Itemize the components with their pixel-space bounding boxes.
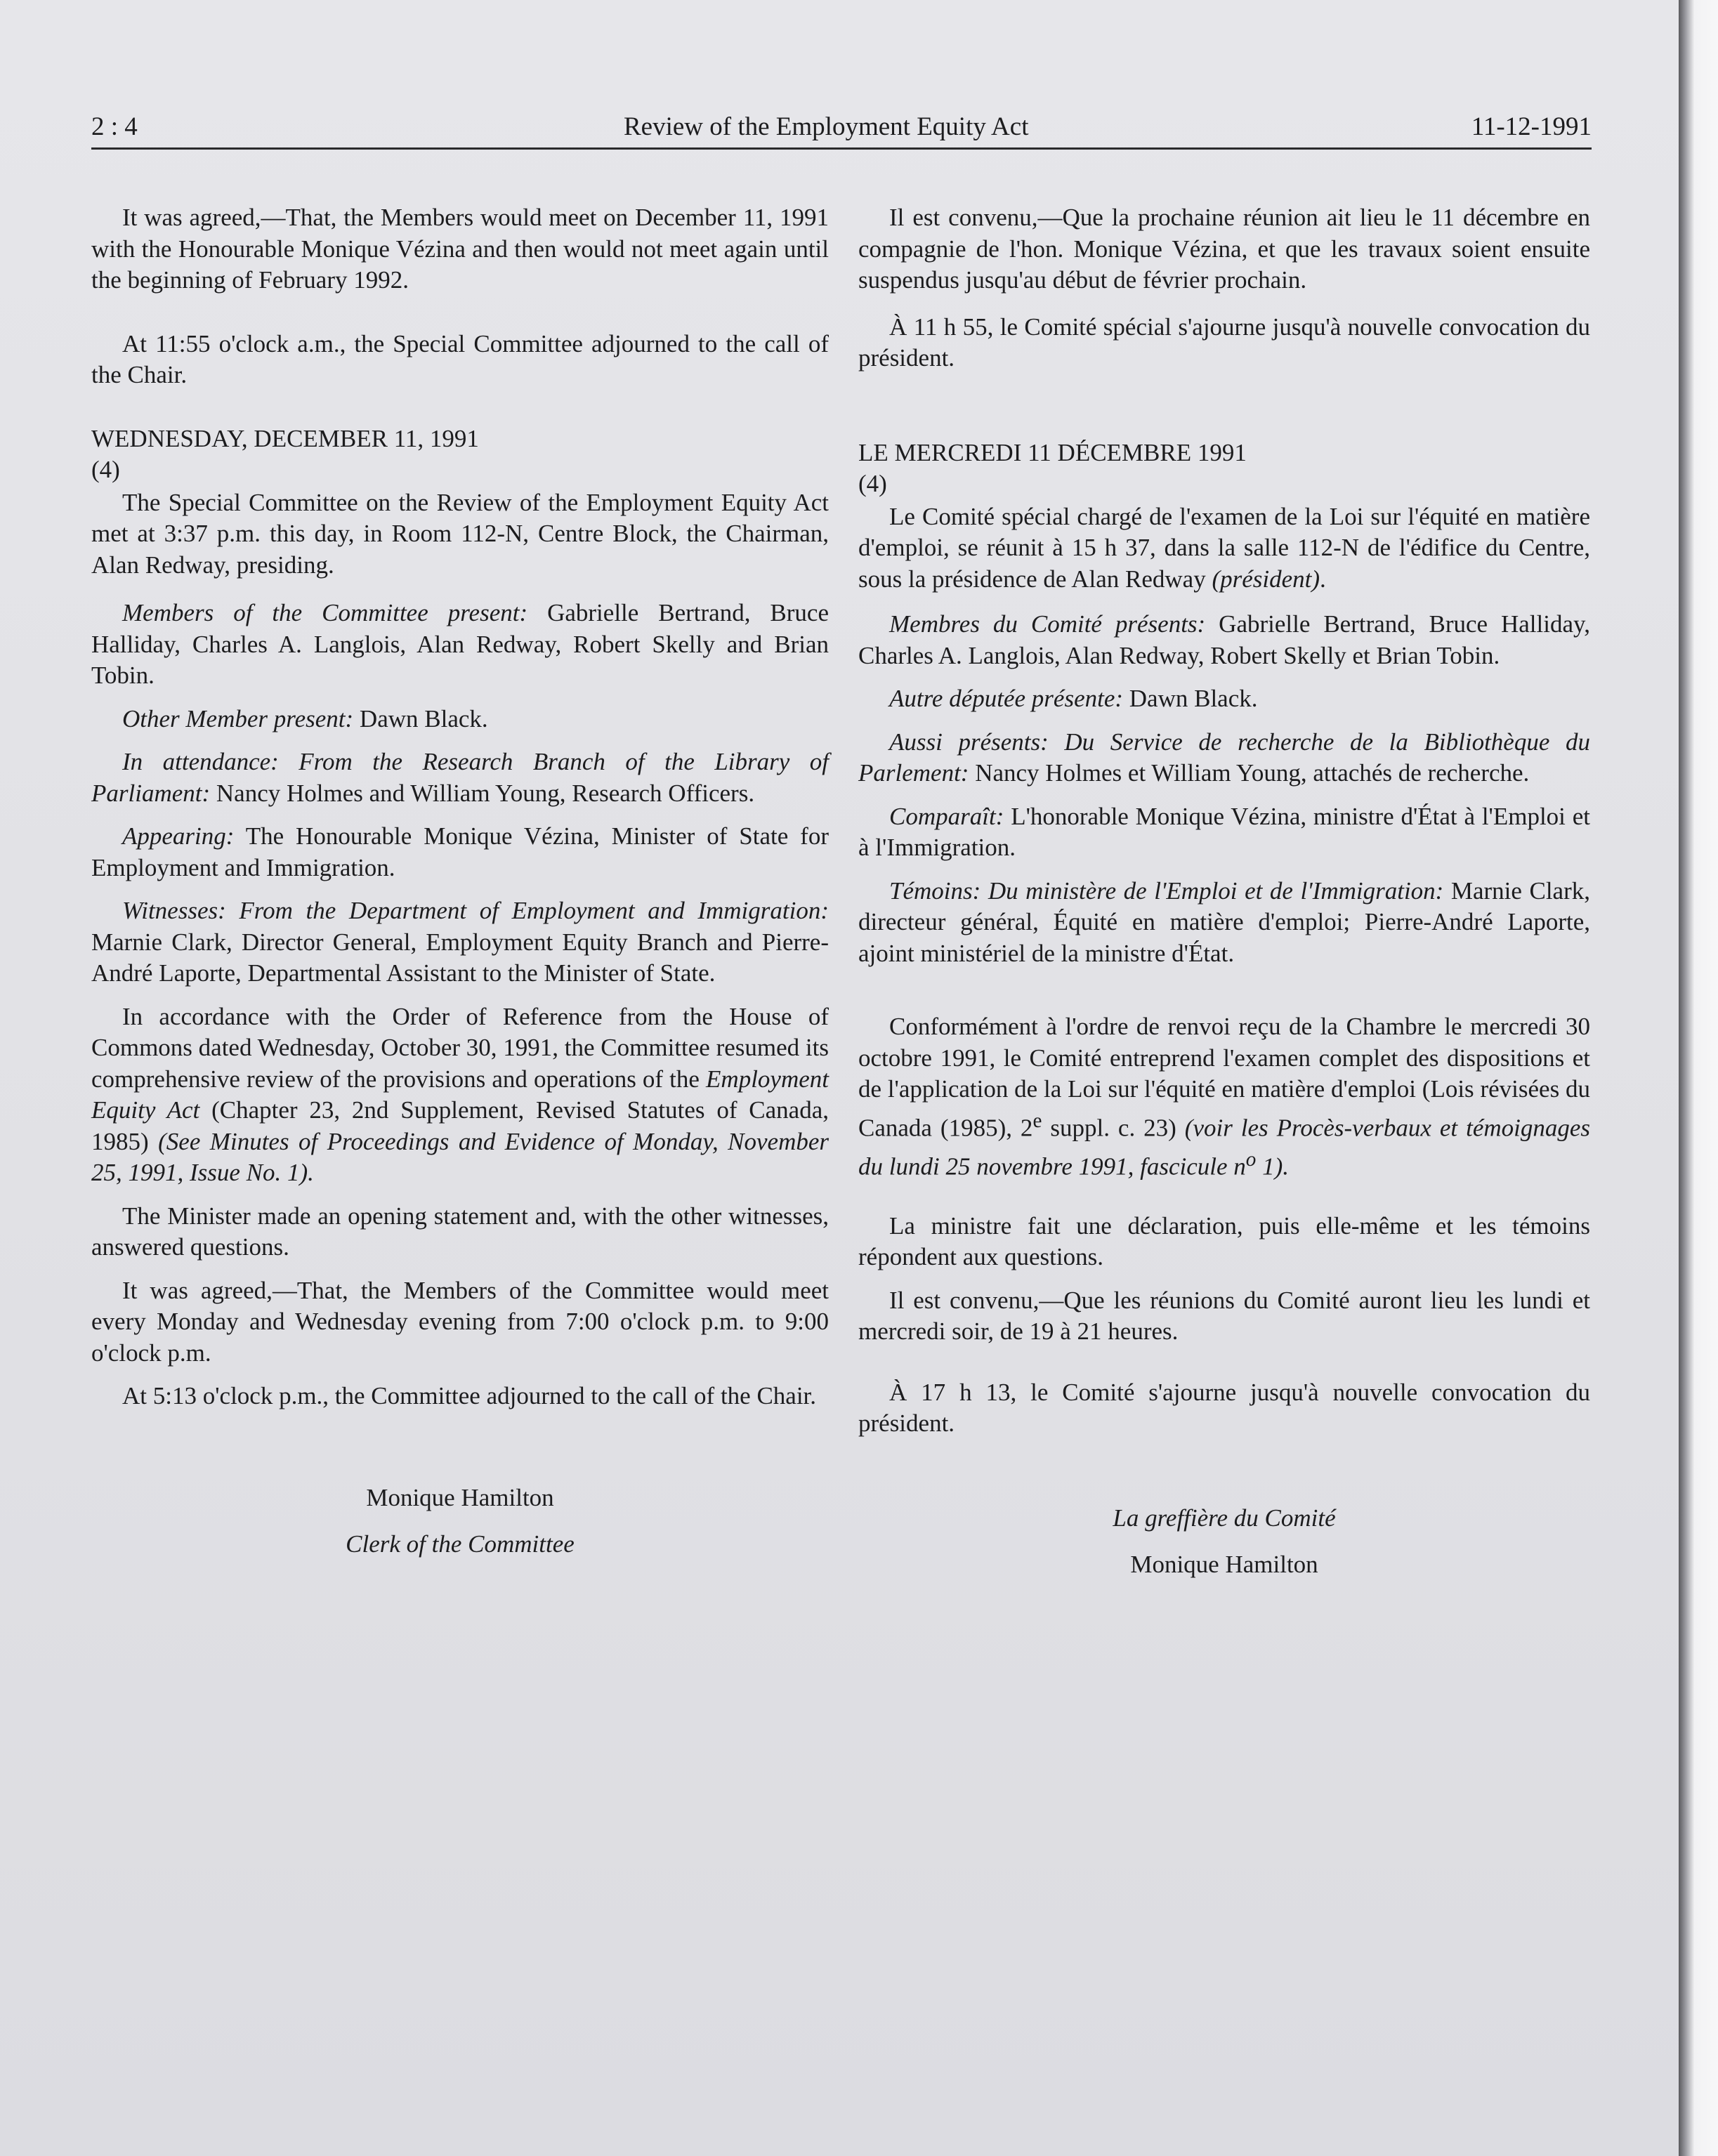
- fr-agreed-meet: Il est convenu,—Que les réunions du Comité auront lieu les lundi et mercredi soir, de 19 à 21 heures.: [858, 1286, 1590, 1346]
- en-appearing-text: The Honourable Monique Vézina, Minister of State for Employment and Immigration.: [91, 822, 829, 881]
- en-members-text: Gabrielle Bertrand, Bruce Halliday, Charles A. Langlois, Alan Redway, Robert Skelly and Brian Tobin.: [91, 599, 829, 689]
- en-other-label: Other Member present:: [122, 704, 354, 732]
- fr-attendance-text: Nancy Holmes et William Young, attachés de recherche.: [975, 759, 1530, 787]
- fr-order-see-end: 1).: [1262, 1152, 1290, 1181]
- en-witnesses-text: Marnie Clark, Director General, Employment Equity Branch and Pierre-André Laporte, Departmental Assistant to the Minister of State.: [91, 928, 829, 987]
- en-agreed-meet: It was agreed,—That, the Members of the Committee would meet every Monday and Wednesday evening from 7:00 o'clock p.m. to 9:00 o'clock p.m.: [91, 1276, 829, 1367]
- en-clerk-title: Clerk of the Committee: [346, 1530, 575, 1558]
- fr-attendance-label: Aussi présents: Du Service de recherche de la Bibliothèque du Parlement:: [858, 728, 1590, 787]
- fr-witnesses-label: Témoins: Du ministère de l'Emploi et de l'Immigration:: [889, 876, 1444, 905]
- en-witnesses-label: Witnesses: From the Department of Employment and Immigration:: [122, 897, 829, 924]
- fr-clerk-name: Monique Hamilton: [1130, 1551, 1318, 1579]
- fr-minister-statement: La ministre fait une déclaration, puis elle-même et les témoins répondent aux questions.: [858, 1211, 1590, 1271]
- book-spine-edge: [1679, 0, 1718, 2156]
- fr-order-part2: suppl. c. 23): [1050, 1114, 1176, 1142]
- page-number: 2 : 4: [91, 112, 138, 141]
- en-attendance-label: In attendance: From the Research Branch of the Library of Parliament:: [91, 748, 829, 807]
- en-other-member: [91, 704, 829, 735]
- en-agreed-dec11: It was agreed,—That, the Members would meet on December 11, 1991 with the Honourable Monique Vézina and then would not meet again until the beginning of February 1992.: [91, 204, 829, 294]
- en-appearing-label: Appearing:: [122, 822, 235, 850]
- fr-members-label: Membres du Comité présents:: [889, 610, 1206, 638]
- fr-date-heading: LE MERCREDI 11 DÉCEMBRE 1991: [858, 438, 1247, 466]
- fr-witnesses: [858, 876, 1590, 970]
- fr-opening-text: Le Comité spécial chargé de l'examen de la Loi sur l'équité en matière d'emploi, se réunit à 15 h 37, dans la salle 112-N de l'édifice du Centre, sous la présidence de Alan Redway: [858, 502, 1590, 593]
- en-minister-statement: The Minister made an opening statement and, with the other witnesses, answered questions.: [91, 1202, 829, 1261]
- fr-appearing-text: L'honorable Monique Vézina, ministre d'État à l'Emploi et à l'Immigration.: [858, 802, 1590, 861]
- fr-other-label: Autre députée présente:: [889, 685, 1124, 712]
- en-other-text: Dawn Black.: [359, 704, 488, 732]
- en-clerk-name: Monique Hamilton: [366, 1483, 554, 1511]
- fr-order-of-reference: [858, 1011, 1590, 1183]
- en-meeting-opening: The Special Committee on the Review of the Employment Equity Act met at 3:37 p.m. this day, in Room 112-N, Centre Block, the Chairman, Alan Redway, presiding.: [91, 488, 829, 579]
- fr-other-member: [858, 683, 1590, 715]
- en-order-see: (See Minutes of Proceedings and Evidence of Monday, November 25, 1991, Issue No. 1).: [91, 1127, 829, 1186]
- fr-appearing: [858, 801, 1590, 864]
- fr-order-see: (voir les Procès-verbaux et témoignages du lundi 25 novembre 1991, fascicule n: [858, 1114, 1591, 1181]
- fr-meeting-opening: Le Comité spécial chargé de l'examen de la Loi sur l'équité en matière d'emploi, se réunit à 15 h 37, dans la salle 112-N de l'édifice du Centre, sous la présidence de Alan Redway (président).: [858, 502, 1590, 593]
- en-members-label: Members of the Committee present:: [122, 599, 528, 626]
- fr-order-part1: Conformément à l'ordre de renvoi reçu de la Chambre le mercredi 30 octobre 1991, le Comité entreprend l'examen complet des dispositions et de l'application de la Loi sur l'équité en matière d'emploi (Lois révisées du Canada (1985), 2: [858, 1013, 1590, 1142]
- running-title: Review of the Employment Equity Act: [624, 112, 1029, 141]
- en-meeting-number: (4): [91, 456, 120, 483]
- en-witnesses: [91, 895, 829, 990]
- fr-clerk-title: La greffière du Comité: [1113, 1504, 1336, 1532]
- en-attendance-text: Nancy Holmes and William Young, Research Officers.: [216, 779, 755, 807]
- fr-appearing-label: Comparaît:: [889, 802, 1004, 830]
- en-adjourn-513: At 5:13 o'clock p.m., the Committee adjourned to the call of the Chair.: [122, 1382, 817, 1409]
- en-order-act: Employment Equity Act: [91, 1065, 829, 1124]
- fr-order-see-sup: o: [1245, 1148, 1257, 1171]
- fr-opening-president: (président): [1212, 565, 1320, 593]
- en-order-part1: In accordance with the Order of Reference from the House of Commons dated Wednesday, October 30, 1991, the Committee resumed its comprehensive review of the provisions and operations of the: [91, 1002, 829, 1093]
- en-members-present: [91, 598, 829, 692]
- header-date: 11-12-1991: [1471, 112, 1592, 141]
- en-adjourn-1155: At 11:55 o'clock a.m., the Special Committee adjourned to the call of the Chair.: [91, 329, 829, 388]
- en-order-part2: (Chapter 23, 2nd Supplement, Revised Statutes of Canada, 1985): [91, 1096, 830, 1155]
- fr-witnesses-text: Marnie Clark, directeur général, Équité en matière d'emploi; Pierre-André Laporte, ajoint ministériel de la ministre d'État.: [858, 876, 1590, 967]
- en-attendance: [91, 747, 829, 809]
- fr-members-present: [858, 609, 1590, 671]
- fr-meeting-number: (4): [858, 470, 887, 497]
- fr-attendance: [858, 727, 1590, 789]
- english-column: [91, 197, 829, 1560]
- fr-other-text: Dawn Black.: [1129, 685, 1258, 712]
- en-order-of-reference: [91, 1001, 829, 1189]
- fr-adjourn-1713: À 17 h 13, le Comité s'ajourne jusqu'à nouvelle convocation du président.: [858, 1378, 1590, 1438]
- en-appearing: [91, 821, 829, 883]
- fr-agreed-dec11: Il est convenu,—Que la prochaine réunion ait lieu le 11 décembre en compagnie de l'hon. Monique Vézina, et que les travaux soient ensuite suspendus jusqu'au début de février prochain.: [858, 204, 1590, 294]
- french-column: [858, 197, 1590, 1581]
- fr-order-sup: e: [1032, 1109, 1042, 1132]
- en-date-heading: WEDNESDAY, DECEMBER 11, 1991: [91, 424, 479, 452]
- page-header: [91, 105, 1592, 150]
- fr-adjourn-1155: À 11 h 55, le Comité spécial s'ajourne jusqu'à nouvelle convocation du président.: [858, 313, 1590, 372]
- fr-members-text: Gabrielle Bertrand, Bruce Halliday, Charles A. Langlois, Alan Redway, Robert Skelly et Brian Tobin.: [858, 610, 1590, 669]
